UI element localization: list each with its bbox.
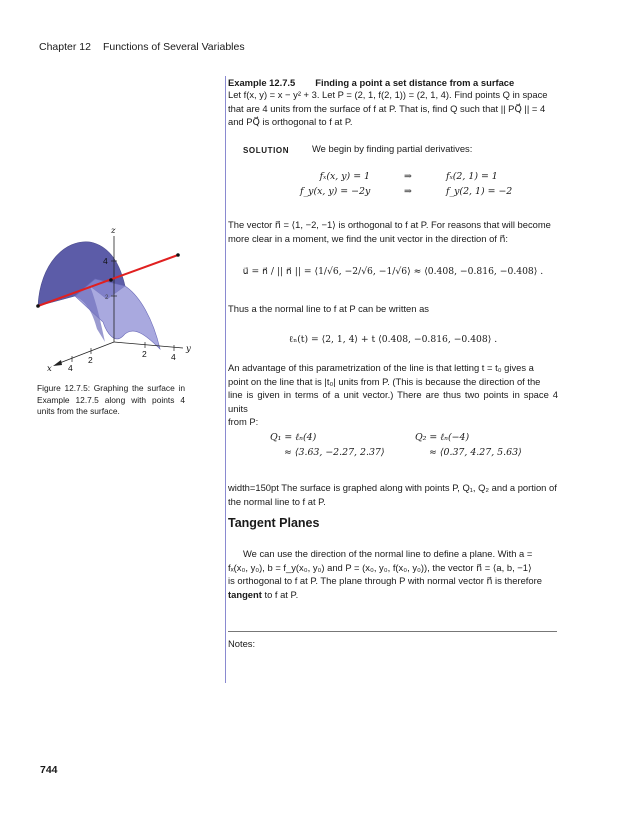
parametrization-paragraph	[228, 361, 558, 429]
tick-label: 4	[68, 363, 73, 373]
x-axis	[57, 342, 114, 364]
page-number: 744	[40, 764, 58, 776]
implies-arrow: ⇒	[404, 186, 412, 197]
statement-line: Let f(x, y) = x − y² + 3. Let P = (2, 1, f(2, 1)) = (2, 1, 4). Find points Q in space	[228, 89, 548, 100]
axis-label-x: x	[47, 364, 52, 374]
paragraph-line: An advantage of this parametrization of the line is that letting t = t₀ gives a	[228, 362, 534, 373]
implies-arrow: ⇒	[404, 171, 412, 182]
partial-lhs: f_y(x, y) = −2y	[300, 186, 371, 197]
paragraph-line: more clear in a moment, we find the unit vector in the direction of n⃗:	[228, 232, 509, 244]
example-number: Example 12.7.5	[228, 77, 296, 88]
solution-intro: We begin by finding partial derivatives:	[312, 143, 473, 154]
paragraph-line: line is given in terms of a unit vector.) There are thus two points in space 4 units	[228, 389, 558, 414]
running-head	[39, 41, 245, 53]
q1-definition: Q₁ = ℓₙ(4)	[270, 432, 317, 443]
graph-note	[228, 481, 558, 508]
q2-definition: Q₂ = ℓₙ(−4)	[415, 432, 470, 443]
tick-label: 4	[103, 256, 108, 266]
y-axis	[114, 342, 183, 348]
paragraph-line: The vector n⃗ = ⟨1, −2, −1⟩ is orthogonal to f at P. For reasons that will become	[228, 219, 551, 230]
statement-line: that are 4 units from the surface of f at P. That is, find Q such that || PQ⃗ || = 4	[228, 102, 546, 114]
point-q2	[176, 253, 180, 257]
chapter-title: Functions of Several Variables	[102, 41, 245, 53]
tick-label: 2	[142, 349, 147, 359]
partial-derivative-row	[300, 171, 530, 182]
paragraph-line: point on the line that is |t₀| units from P. (This is because the direction of the	[228, 375, 541, 387]
unit-vector-equation: u⃗ = n⃗ / || n⃗ || = ⟨1/√6, −2/√6, −1/√6⟩ ≈ ⟨0.408, −0.816, −0.408⟩ .	[242, 266, 544, 277]
tick-label: 2	[105, 295, 109, 301]
partial-rhs: f_y(2, 1) = −2	[445, 186, 513, 197]
tick-label: 2	[88, 355, 93, 365]
paragraph-line: is orthogonal to f at P. The plane through P with normal vector n⃗ is therefore	[228, 575, 542, 586]
q2-value: ≈ ⟨0.37, 4.27, 5.63⟩	[429, 447, 522, 458]
surface-figure	[35, 224, 195, 379]
paragraph-line	[228, 588, 558, 602]
statement-line: and PQ⃗ is orthogonal to f at P.	[228, 116, 353, 127]
paragraph-line: width=150pt The surface is graphed along with points P, Q₁, Q₂ and a portion of	[228, 482, 557, 493]
paragraph-line: We can use the direction of the normal line to define a plane. With a =	[243, 548, 533, 559]
notes-label: Notes:	[228, 638, 256, 649]
chapter-number: Chapter 12	[39, 41, 91, 53]
normal-line-intro: Thus a the normal line to f at P can be written as	[228, 303, 429, 314]
paragraph-line: the normal line to f at P.	[228, 495, 326, 507]
q1-value: ≈ ⟨3.63, −2.27, 2.37⟩	[284, 447, 385, 458]
figure-caption: Figure 12.7.5: Graphing the surface in Example 12.7.5 along with points 4 units from the surface.	[37, 383, 185, 416]
example-margin-rule	[225, 76, 226, 683]
partial-lhs: fₓ(x, y) = 1	[319, 171, 370, 182]
tangent-planes-paragraph	[228, 547, 558, 601]
x-axis-arrowhead	[53, 360, 62, 366]
paragraph-line: fₓ(x₀, y₀), b = f_y(x₀, y₀) and P = (x₀, y₀, f(x₀, y₀)), the vector n⃗ = ⟨a, b, −1⟩	[228, 561, 532, 573]
tick-label: 4	[171, 352, 176, 362]
section-heading: Tangent Planes	[228, 516, 320, 530]
axis-label-z: z	[111, 226, 116, 236]
example-statement	[228, 88, 558, 129]
normal-line-equation: ℓₙ(t) = ⟨2, 1, 4⟩ + t ⟨0.408, −0.816, −0.408⟩ .	[288, 334, 498, 345]
normal-vector-paragraph	[228, 218, 558, 245]
paragraph-line: from P:	[228, 416, 259, 427]
example-title: Finding a point a set distance from a surface	[315, 77, 515, 88]
paragraph-end: to f at P.	[261, 588, 299, 600]
partial-rhs: fₓ(2, 1) = 1	[445, 171, 498, 182]
axis-label-y: y	[186, 344, 191, 354]
solution-label: SOLUTION	[243, 146, 290, 155]
notes-rule	[228, 631, 557, 632]
term-tangent: tangent	[228, 588, 262, 600]
point-p	[109, 278, 113, 282]
point-q1	[36, 304, 40, 308]
partial-derivative-row	[300, 186, 530, 197]
